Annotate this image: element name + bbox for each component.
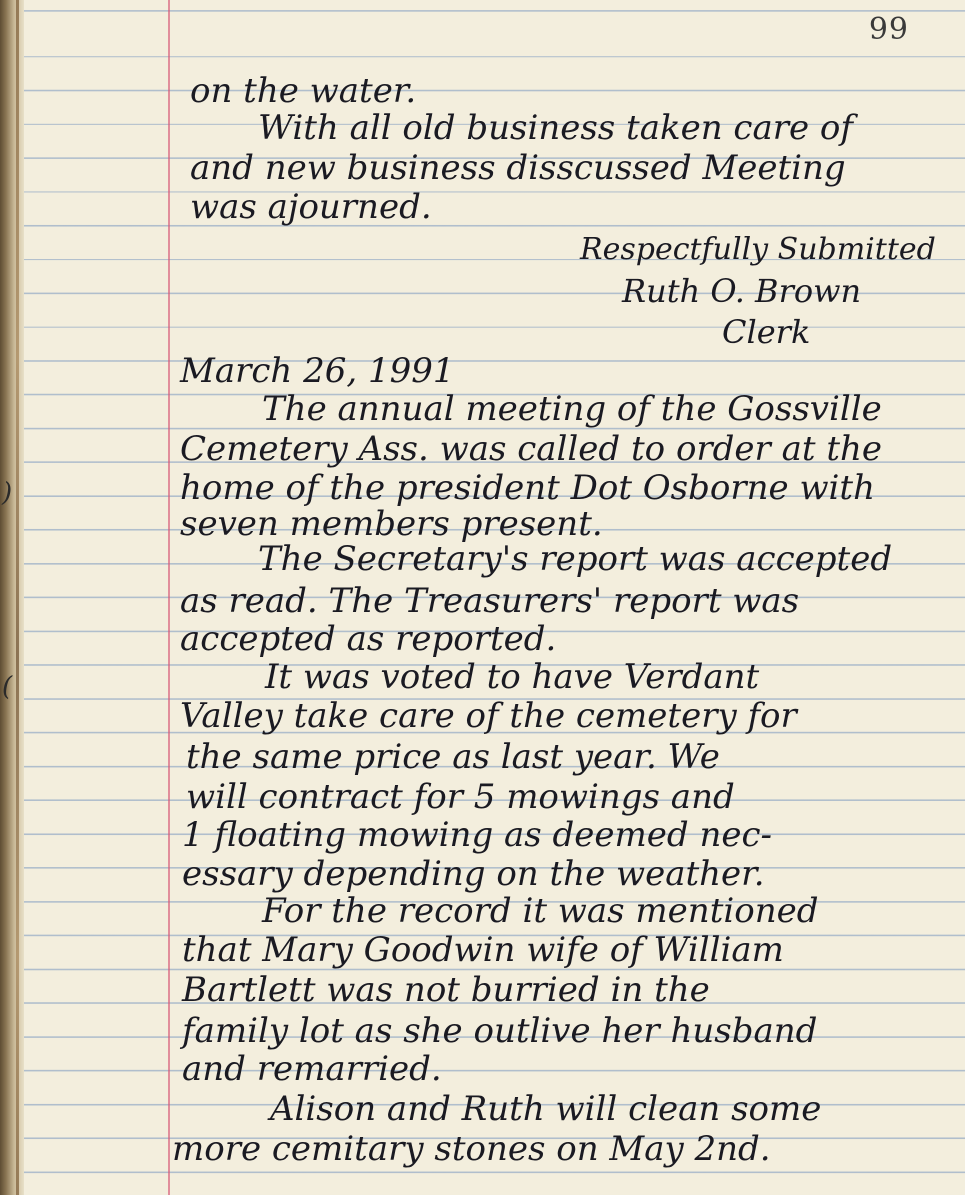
handwritten-line: as read. The Treasurers' report was	[180, 581, 800, 621]
handwritten-line: Cemetery Ass. was called to order at the	[180, 429, 883, 469]
handwritten-line: family lot as she outlive her husband	[182, 1011, 818, 1051]
handwritten-line: For the record it was mentioned	[262, 891, 819, 931]
handwritten-line: that Mary Goodwin wife of William	[182, 930, 784, 970]
handwritten-line: It was voted to have Verdant	[265, 657, 760, 697]
handwritten-line: essary depending on the weather.	[182, 854, 765, 894]
handwritten-line: accepted as reported.	[180, 619, 557, 659]
handwritten-line: home of the president Dot Osborne with	[180, 468, 875, 508]
handwritten-line: 1 floating mowing as deemed nec-	[182, 815, 773, 855]
handwritten-line: The annual meeting of the Gossville	[262, 389, 882, 429]
entry-date: March 26, 1991	[180, 351, 455, 391]
handwritten-line: Valley take care of the cemetery for	[180, 696, 797, 736]
handwritten-line: Bartlett was not burried in the	[182, 970, 710, 1010]
margin-mark: )	[2, 478, 13, 508]
spine-edge	[16, 0, 19, 1195]
handwritten-line: The Secretary's report was accepted	[258, 539, 893, 579]
handwritten-line: and new business disscussed Meeting	[190, 148, 846, 188]
handwritten-line: Alison and Ruth will clean some	[270, 1089, 822, 1129]
handwritten-line: With all old business taken care of	[258, 108, 853, 148]
handwritten-line: will contract for 5 mowings and	[186, 777, 735, 817]
handwritten-line: seven members present.	[180, 504, 603, 544]
handwritten-line: was ajourned.	[190, 187, 432, 227]
handwritten-line: the same price as last year. We	[186, 737, 720, 777]
margin-mark: (	[2, 672, 13, 702]
book-spine	[0, 0, 24, 1195]
signature-name: Ruth O. Brown	[622, 272, 862, 310]
handwritten-line: more cemitary stones on May 2nd.	[172, 1129, 771, 1169]
handwritten-line: on the water.	[190, 71, 417, 111]
handwritten-line: and remarried.	[182, 1049, 442, 1089]
page-number: 99	[868, 12, 909, 47]
signature-closing: Respectfully Submitted	[580, 232, 936, 267]
margin-line	[168, 0, 170, 1195]
signature-title: Clerk	[722, 313, 811, 351]
